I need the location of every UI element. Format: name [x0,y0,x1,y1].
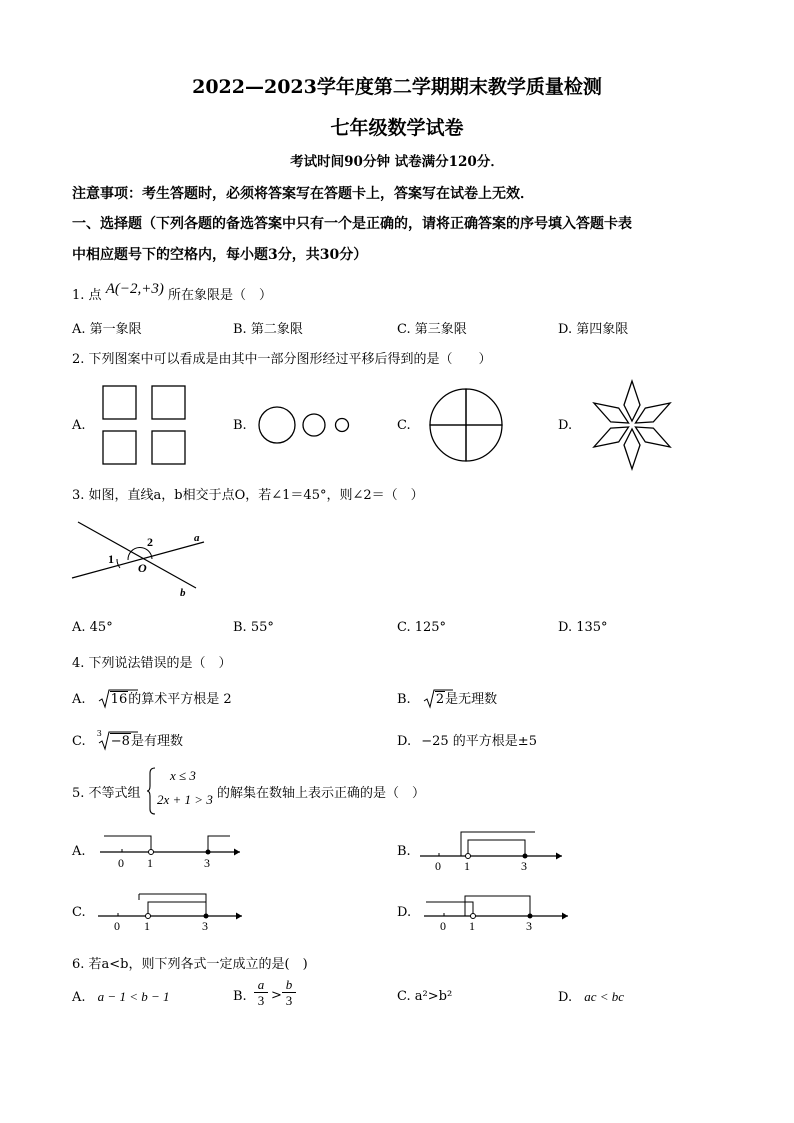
q5-number-line-c [96,890,248,934]
exam-info: 考试时间90分钟 试卷满分120分． [290,154,504,170]
q1-stem-pre: 1. 点 [72,288,102,303]
svg-text:0: 0 [114,919,120,933]
tick-1: 1 [147,856,153,870]
q3-option-b[interactable]: B. 55° [233,620,274,635]
q3-option-a[interactable]: A. 45° [72,620,113,635]
q2-option-d-letter[interactable]: D. [558,418,573,433]
svg-text:0: 0 [435,859,441,873]
q2-option-a-letter[interactable]: A. [72,418,86,433]
q6-b-frac-left: a 3 [254,977,268,1009]
section-heading-line2: 中相应题号下的空格内，每小题3分，共30分） [72,247,368,263]
q3-angle2-label: 2 [147,535,153,549]
svg-text:1: 1 [144,919,150,933]
exam-subtitle: 七年级数学试卷 [330,117,464,139]
q2-figure-squares [102,385,188,465]
q3-line-a-label: a [194,532,200,544]
q3-option-c[interactable]: C. 125° [397,620,447,635]
svg-text:1: 1 [464,859,470,873]
svg-text:0: 0 [440,919,446,933]
q6-option-b[interactable]: B. [233,989,247,1004]
q1-option-b[interactable]: B. 第二象限 [233,322,303,337]
q2-figure-rhombi [584,378,680,472]
q4-option-a[interactable]: A. 16的算术平方根是 2 [72,692,232,707]
q6-option-a[interactable]: A. a − 1 < b − 1 [72,989,170,1005]
q4-cbrt-neg8: 3 −8 [98,734,131,749]
question-5-pre: 5. 不等式组 [72,786,141,801]
q6-option-c[interactable]: C. a²>b² [397,989,453,1004]
q6-b-frac-right: b 3 [282,977,296,1009]
question-6: 6. 若a<b，则下列各式一定成立的是( ) [72,957,308,972]
q3-figure-intersecting-lines [70,520,210,602]
q1-stem-post: 所在象限是（ ） [167,288,272,303]
q5-option-b-letter[interactable]: B. [397,844,411,859]
question-1 [72,281,272,304]
q5-system-brace [146,767,156,815]
question-4: 4. 下列说法错误的是（ ） [72,656,232,671]
q5-system-line1: x ≤ 3 [170,768,196,783]
q4-option-d[interactable]: D. −25 的平方根是±5 [397,734,537,749]
svg-text:3: 3 [526,919,532,933]
svg-text:1: 1 [469,919,475,933]
q4-sqrt-2: 2 [423,692,445,707]
q5-system-line2: 2x + 1 > 3 [157,792,213,807]
q3-line-b-label: b [180,587,186,599]
tick-0: 0 [118,856,124,870]
svg-text:3: 3 [521,859,527,873]
q4-option-c[interactable]: C. 3 −8是有理数 [72,729,183,749]
q2-figure-pinwheel [420,385,510,467]
q1-point: A(−2,+3) [105,281,164,297]
q1-option-a[interactable]: A. 第一象限 [72,322,142,337]
q5-option-a-letter[interactable]: A. [72,844,86,859]
q2-option-b-letter[interactable]: B. [233,418,247,433]
question-2: 2. 下列图案中可以看成是由其中一部分图形经过平移后得到的是（ ） [72,352,492,367]
q3-point-o-label: O [138,561,147,575]
svg-text:3: 3 [202,919,208,933]
q4-option-b[interactable]: B. 2是无理数 [397,692,498,707]
q1-option-c[interactable]: C. 第三象限 [397,322,467,337]
section-heading-line1: 一、选择题（下列各题的备选答案中只有一个是正确的，请将正确答案的序号填入答题卡表 [72,216,632,232]
q3-angle1-label: 1 [108,552,114,566]
q6-option-d[interactable]: D. ac < bc [558,989,625,1005]
tick-3: 3 [204,856,210,870]
notice: 注意事项：考生答题时，必须将答案写在答题卡上，答案写在试卷上无效． [72,186,534,202]
q5-option-d-letter[interactable]: D. [397,905,412,920]
q3-option-d[interactable]: D. 135° [558,620,608,635]
q5-option-c-letter[interactable]: C. [72,905,86,920]
q6-b-relation: > [271,988,282,1003]
q5-number-line-d [422,892,572,934]
q2-option-c-letter[interactable]: C. [397,418,411,433]
exam-title: 2022—2023学年度第二学期期末教学质量检测 [192,76,602,98]
question-5-post: 的解集在数轴上表示正确的是（ ） [217,786,426,801]
q5-number-line-a [98,832,248,872]
q5-number-line-b [418,826,568,872]
q2-figure-circles [256,405,352,445]
q4-sqrt-16: 16 [98,692,129,707]
q1-option-d[interactable]: D. 第四象限 [558,322,629,337]
question-3: 3. 如图，直线a，b相交于点O，若∠1＝45°，则∠2＝（ ） [72,488,424,503]
